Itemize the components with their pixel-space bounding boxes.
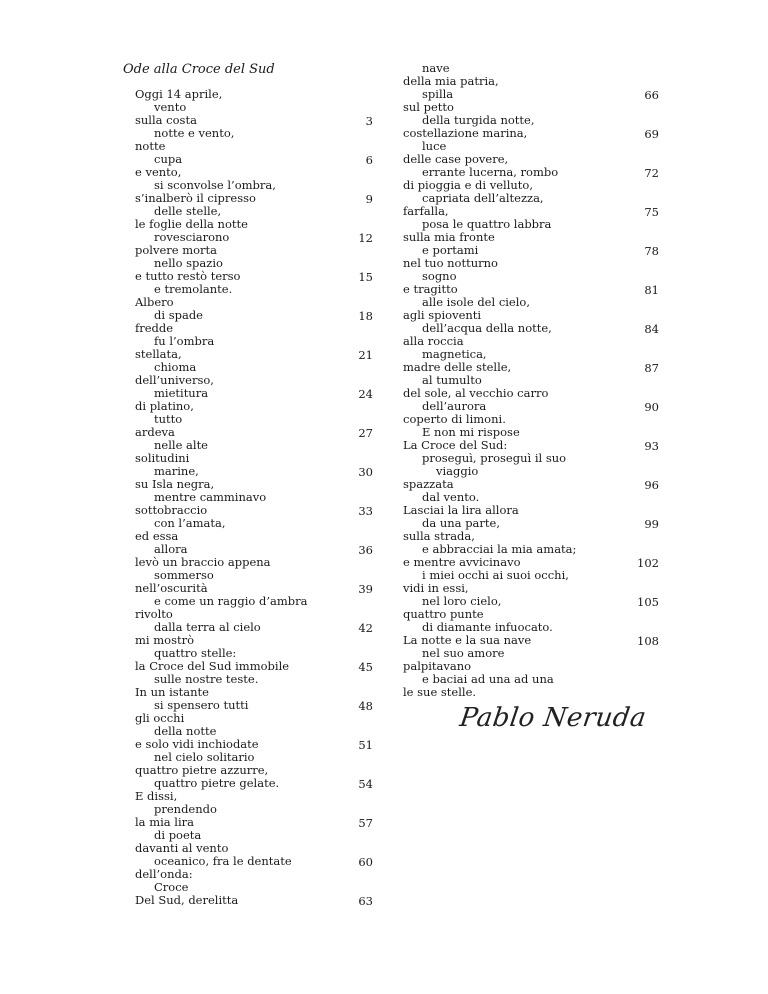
poem-line: su Isla negra, xyxy=(135,477,215,491)
line-number: 24 xyxy=(358,387,373,401)
line-number: 72 xyxy=(644,166,659,180)
poem-line: prendendo xyxy=(154,802,217,816)
poem-line: madre delle stelle, xyxy=(403,360,512,374)
poem-line: La notte e la sua nave xyxy=(403,633,532,647)
poem-line: marine, xyxy=(154,464,199,478)
poem-line: gli occhi xyxy=(135,711,185,725)
poem-line: rovesciarono xyxy=(154,230,230,244)
line-number: 105 xyxy=(637,595,659,609)
line-number: 3 xyxy=(365,114,373,128)
poem-line: luce xyxy=(422,139,447,153)
poem-line: le foglie della notte xyxy=(135,217,248,231)
line-number: 15 xyxy=(358,270,373,284)
line-number: 54 xyxy=(358,777,373,791)
poem-line: sottobraccio xyxy=(135,503,208,517)
poem-line: solitudini xyxy=(135,451,190,465)
poem-line: ed essa xyxy=(135,529,179,543)
poem-line: di platino, xyxy=(135,399,194,413)
line-number: 66 xyxy=(644,88,659,102)
poem-line: cupa xyxy=(154,152,183,166)
line-number: 42 xyxy=(358,621,373,635)
line-number: 78 xyxy=(644,244,659,258)
poem-line: costellazione marina, xyxy=(403,126,528,140)
poem-line: dell’aurora xyxy=(422,399,487,413)
poem-line: nave xyxy=(422,61,450,75)
poem-line: alla roccia xyxy=(403,334,464,348)
poem-line: sogno xyxy=(422,269,457,283)
poem-line: nel cielo solitario xyxy=(154,750,255,764)
poem-line: agli spioventi xyxy=(403,308,482,322)
poem-line: tutto xyxy=(154,412,183,426)
poem-line: Oggi 14 aprile, xyxy=(135,87,223,101)
poem-line: chioma xyxy=(154,360,197,374)
poem-line: e solo vidi inchiodate xyxy=(135,737,259,751)
poem-line: vento xyxy=(154,100,187,114)
poem-line: delle stelle, xyxy=(154,204,222,218)
line-number: 81 xyxy=(644,283,659,297)
poem-line: dal vento. xyxy=(422,490,480,504)
poem-line: fu l’ombra xyxy=(154,334,215,348)
line-number: 27 xyxy=(358,426,373,440)
poem-line: Del Sud, derelitta xyxy=(135,893,239,907)
poem-line: nel suo amore xyxy=(422,646,505,660)
poem-line: In un istante xyxy=(135,685,209,699)
poem-line: Croce xyxy=(154,880,189,894)
poem-line: e tremolante. xyxy=(154,282,233,296)
poem-line: e come un raggio d’ambra xyxy=(154,594,308,608)
poem-line: nell’oscurità xyxy=(135,581,208,595)
line-number: 12 xyxy=(358,231,373,245)
poem-line: mietitura xyxy=(154,386,209,400)
poem-line: sommerso xyxy=(154,568,214,582)
poem-line: dell’universo, xyxy=(135,373,214,387)
author-signature: Pablo Neruda xyxy=(457,703,649,733)
line-number: 30 xyxy=(358,465,373,479)
poem-line: la Croce del Sud immobile xyxy=(135,659,290,673)
poem-line: nel loro cielo, xyxy=(422,594,502,608)
poem-line: e vento, xyxy=(135,165,182,179)
poem-line: dalla terra al cielo xyxy=(154,620,261,634)
poem-line: nello spazio xyxy=(154,256,223,270)
poem-line: quattro pietre gelate. xyxy=(154,776,280,790)
line-number: 96 xyxy=(644,478,659,492)
poem-line: davanti al vento xyxy=(135,841,229,855)
line-number: 33 xyxy=(358,504,373,518)
poem-line: magnetica, xyxy=(422,347,487,361)
poem-line: proseguì, proseguì il suo xyxy=(422,451,567,465)
poem-line: Lasciai la lira allora xyxy=(403,503,519,517)
poem-line: e mentre avvicinavo xyxy=(403,555,521,569)
line-number: 18 xyxy=(358,309,373,323)
poem-line: E non mi rispose xyxy=(422,425,520,439)
poem-line: di poeta xyxy=(154,828,202,842)
poem-line: E dissi, xyxy=(135,789,178,803)
poem-line: quattro punte xyxy=(403,607,484,621)
poem-line: e abbracciai la mia amata; xyxy=(422,542,577,556)
line-number: 63 xyxy=(358,894,373,908)
poem-line: La Croce del Sud: xyxy=(403,438,508,452)
line-number: 39 xyxy=(358,582,373,596)
line-number: 102 xyxy=(637,556,659,570)
line-number: 45 xyxy=(358,660,373,674)
line-number: 69 xyxy=(644,127,659,141)
poem-line: spazzata xyxy=(403,477,454,491)
poem-line: rivolto xyxy=(135,607,173,621)
poem-line: con l’amata, xyxy=(154,516,226,530)
poem-line: le sue stelle. xyxy=(403,685,477,699)
poem-line: si sconvolse l’ombra, xyxy=(154,178,276,192)
poem-line: coperto di limoni. xyxy=(403,412,506,426)
poem-line: di pioggia e di velluto, xyxy=(403,178,533,192)
line-number: 93 xyxy=(644,439,659,453)
line-number: 75 xyxy=(644,205,659,219)
poem-line: della turgida notte, xyxy=(422,113,535,127)
line-number: 87 xyxy=(644,361,659,375)
poem-line: si spensero tutti xyxy=(154,698,249,712)
poem-line: sulla strada, xyxy=(403,529,475,543)
poem-line: dell’acqua della notte, xyxy=(422,321,552,335)
poem-line: polvere morta xyxy=(135,243,218,257)
poem-line: sulla costa xyxy=(135,113,197,127)
poem-line: nelle alte xyxy=(154,438,208,452)
poem-line: errante lucerna, rombo xyxy=(422,165,559,179)
line-number: 36 xyxy=(358,543,373,557)
line-number: 6 xyxy=(365,153,373,167)
poem-line: Albero xyxy=(135,295,174,309)
poem-line: i miei occhi ai suoi occhi, xyxy=(422,568,569,582)
line-number: 99 xyxy=(644,517,659,531)
poem-line: di diamante infuocato. xyxy=(422,620,553,634)
poem-line: posa le quattro labbra xyxy=(422,217,552,231)
poem-line: alle isole del cielo, xyxy=(422,295,530,309)
line-number: 48 xyxy=(358,699,373,713)
poem-line: vidi in essi, xyxy=(403,581,469,595)
poem-line: nel tuo notturno xyxy=(403,256,498,270)
poem-line: fredde xyxy=(135,321,174,335)
line-number: 21 xyxy=(358,348,373,362)
poem-line: al tumulto xyxy=(422,373,482,387)
poem-line: s’inalberò il cipresso xyxy=(135,191,256,205)
poem-line: delle case povere, xyxy=(403,152,509,166)
poem-line: e tragitto xyxy=(403,282,458,296)
line-number: 51 xyxy=(358,738,373,752)
line-number: 9 xyxy=(365,192,373,206)
poem-line: della notte xyxy=(154,724,217,738)
line-number: 60 xyxy=(358,855,373,869)
poem-line: allora xyxy=(154,542,188,556)
poem-line: sul petto xyxy=(403,100,454,114)
poem-line: sulle nostre teste. xyxy=(154,672,259,686)
poem-title: Ode alla Croce del Sud xyxy=(123,62,275,77)
poem-line: e portami xyxy=(422,243,479,257)
poem-line: capriata dell’altezza, xyxy=(422,191,544,205)
poem-line: palpitavano xyxy=(403,659,472,673)
poem-line: notte xyxy=(135,139,166,153)
poem-line: oceanico, fra le dentate xyxy=(154,854,292,868)
line-number: 84 xyxy=(644,322,659,336)
poem-line: della mia patria, xyxy=(403,74,499,88)
poem-line: del sole, al vecchio carro xyxy=(403,386,549,400)
poem-line: farfalla, xyxy=(403,204,449,218)
poem-line: e baciai ad una ad una xyxy=(422,672,554,686)
poem-line: da una parte, xyxy=(422,516,500,530)
poem-line: viaggio xyxy=(436,464,479,478)
poem-line: spilla xyxy=(422,87,454,101)
line-number: 90 xyxy=(644,400,659,414)
line-number: 108 xyxy=(637,634,659,648)
poem-line: quattro stelle: xyxy=(154,646,237,660)
poem-line: e tutto restò terso xyxy=(135,269,241,283)
poem-line: stellata, xyxy=(135,347,182,361)
poem-line: la mia lira xyxy=(135,815,194,829)
poem-line: di spade xyxy=(154,308,203,322)
poem-line: mi mostrò xyxy=(135,633,195,647)
poem-line: levò un braccio appena xyxy=(135,555,271,569)
poem-line: dell’onda: xyxy=(135,867,193,881)
poem-line: sulla mia fronte xyxy=(403,230,495,244)
poem-line: ardeva xyxy=(135,425,175,439)
poem-line: quattro pietre azzurre, xyxy=(135,763,269,777)
poem-line: notte e vento, xyxy=(154,126,235,140)
poem-line: mentre camminavo xyxy=(154,490,267,504)
line-number: 57 xyxy=(358,816,373,830)
